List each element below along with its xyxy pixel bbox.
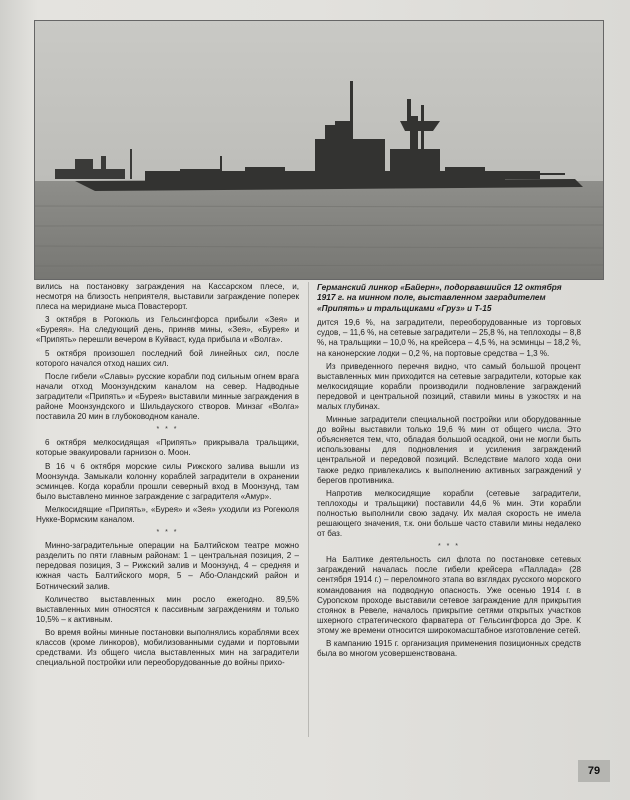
paragraph: 5 октября произошел последний бой линейных сил, после которого начался отход наших сил.: [36, 348, 299, 368]
section-separator: * * *: [156, 426, 179, 434]
photo-caption: Германский линкор «Байерн», подорвавшийся 12 октября 1917 г. на минном поле, выставленном заградителем «Припять» и тральщиками «Груз» и Т-15: [317, 282, 562, 313]
paragraph: 6 октября мелкосидящая «Припять» прикрывала тральщики, которые эвакуировали гарнизон о. Моон.: [36, 438, 299, 458]
paragraph: Из приведенного перечня видно, что самый большой процент выставленных мин приходится на сетевые заградители, которые как мелкосидящие корабли производили подновление заграждений передовой и центральной позиций, ставили мины в узкостях и на малых глубинах.: [317, 361, 581, 411]
page-number: 79: [578, 760, 610, 782]
paragraph: В 16 ч 6 октября морские силы Рижского залива вышли из Моонзунда. Замыкали колонну кораблей заградители в охранении эсминцев. Когда корабли прошли северный вход в Моонзунд, там было выставлено минное заграждение с заградителя «Амур».: [36, 461, 299, 501]
paragraph: Минные заградители специальной постройки или оборудованные до войны выставили только 19,6 % мин от общего числа. Это объясняется тем, что, обладая большой осадкой, они не могли быть использованы для подновления и усиления заграждений центральной и передовой позиций. Вследствие малого хода они также редко привлекались к выполнению активных заграждений у берегов противника.: [317, 415, 581, 485]
paragraph: 3 октября в Рогокюль из Гельсингфорса прибыли «Зея» и «Буреяя». На следующий день, приняв мины, «Зея», «Бурея» и «Припять» перешли вечером в Куйваст, куда прибыла и «Волга».: [36, 315, 299, 345]
right-column: [317, 282, 581, 662]
paragraph: Во время войны минные постановки выполнялись кораблями всех классов (кроме линкоров), мобилизованными судами и портовыми средствами. Из общего числа выставленных мин на заградители специальной постройки или переоборудованные до войны прихо-: [36, 627, 299, 668]
paragraph: После гибели «Славы» русские корабли под сильным огнем врага начали отход Моонзундским каналом на север. Надводные заградители «Припять» и «Бурея» выставили минные заграждения в районе Моонзундского и Шильдауского створов. Минзаг «Волга» поставила 20 мин в глубоководном канале.: [36, 371, 299, 422]
left-column: [36, 282, 299, 671]
paragraph: На Балтике деятельность сил флота по постановке сетевых заграждений началась после гибели крейсера «Паллада» (28 сентября 1914 г.) – переломного этапа во взглядах русского морского командования на подводную опасность. Уже осенью 1914 г. в Суропском проходе выставили сетевое заграждение для прикрытия стоянок в Ревеле, началось прикрытие сетями открытых участков шхерного стратегического фарватера от Гельсингфорса до Эре. К этому же времени относится широкомасштабное изготовление сетей.: [317, 555, 581, 635]
section-separator: * * *: [437, 543, 461, 551]
paragraph: Минно-заградительные операции на Балтийском театре можно разделить по пяти главным районам: 1 – центральная позиция, 2 – передовая позиция, 3 – Рижский залив и Моонзунд, 4 – средняя и южная часть Балтийского моря, 5 – Або-Оландский район и Ботнический залив.: [36, 541, 299, 591]
paragraph: В кампанию 1915 г. организация применения позиционных средств была во многом усовершенствована.: [317, 639, 581, 659]
section-separator: * * *: [156, 529, 179, 537]
battleship-image: [35, 21, 603, 279]
battleship-photo: [34, 20, 604, 280]
paragraph: дится 19,6 %, на заградители, переоборудованные из торговых судов, – 11,6 %, на сетевые заградители – 25,8 %, на теплоходы – 8,8 %, на тральщики – 10,0 %, на крейсера – 4,5 %, на эсминцы – 18,2 %, на канонерские лодки – 0,2 %, на портовые средства – 1,3 %.: [317, 318, 581, 358]
paragraph: Напротив мелкосидящие корабли (сетевые заградители, теплоходы и тральщики) поставили 44,6 % мин. Эти корабли полностью выполнили свою задачу. Их малая скорость не имела решающего значения, т.к. они больше часто ставили мины недалеко от баз.: [317, 488, 581, 539]
paragraph: вились на постановку заграждения на Кассарском плесе, и, несмотря на близость неприятеля, выставили заграждение поперек плеса на меридиане мыса Повастерорт.: [36, 282, 299, 312]
paragraph: Мелкосидящие «Припять», «Бурея» и «Зея» уходили из Рогекюля Нукке-Вормским каналом.: [36, 504, 299, 524]
column-divider: [308, 282, 309, 737]
paragraph: Количество выставленных мин росло ежегодно. 89,5% выставленных мин относятся к пассивным заграждениям и только 10,5% – к активным.: [36, 594, 299, 624]
